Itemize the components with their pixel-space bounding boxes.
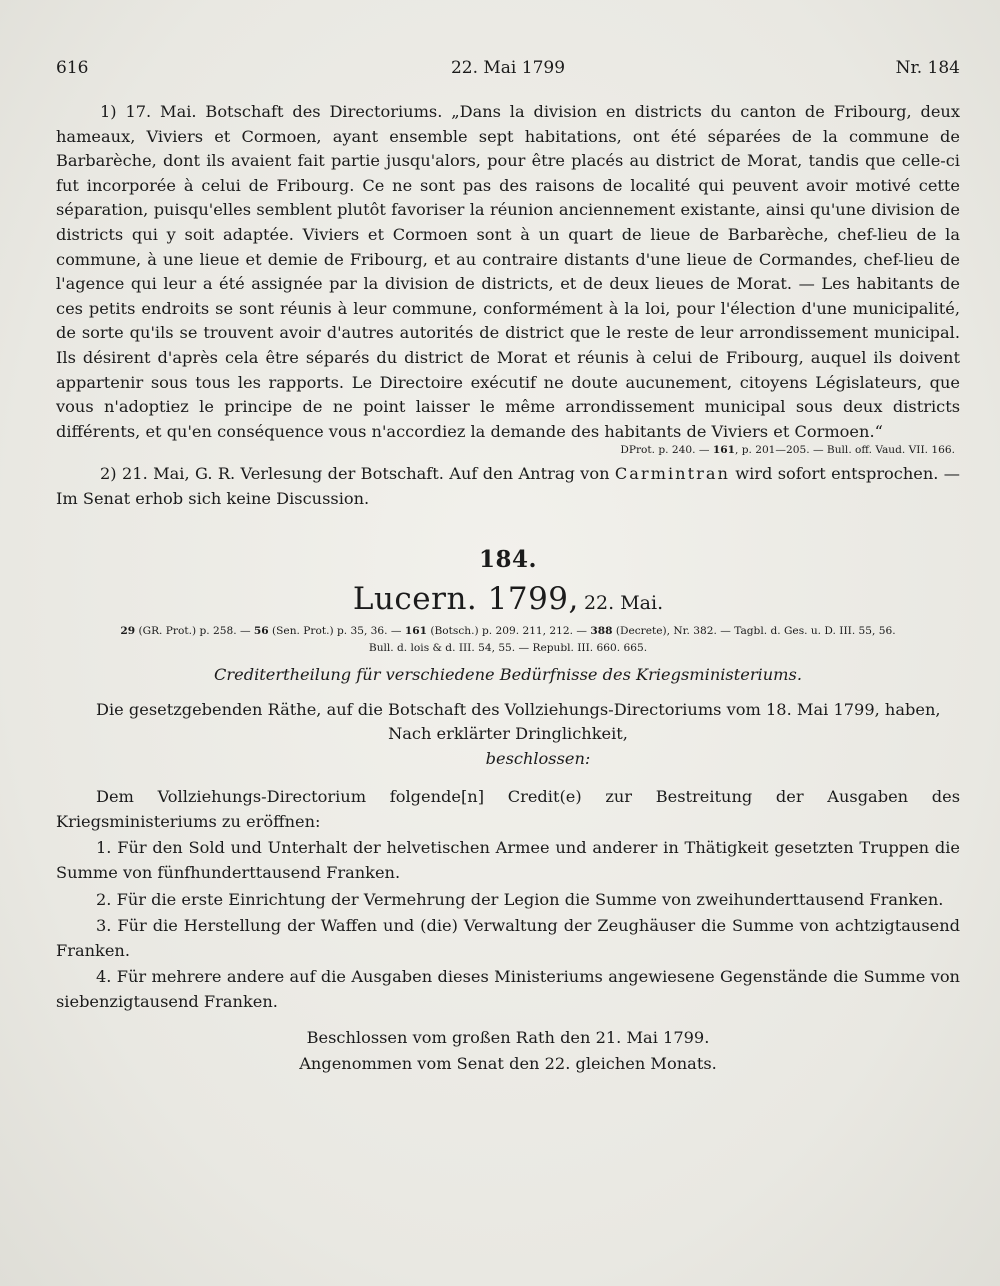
header-date: 22. Mai 1799	[450, 58, 566, 78]
decree-item: 3. Für die Herstellung der Waffen und (die) Verwaltung der Zeughäuser die Summe von achtzigtausend Franken.	[56, 916, 960, 960]
ref-b: 161	[712, 444, 735, 457]
decree-closing	[56, 1025, 960, 1077]
ref-part: (Sen. Prot.) p. 35, 36. —	[268, 624, 405, 637]
entry-subject: Creditertheilung für verschiedene Bedürfnisse des Kriegsministeriums.	[214, 664, 802, 684]
ref-part: (Botsch.) p. 209. 211, 212. —	[427, 624, 591, 637]
record-number: Nr. 184	[895, 58, 960, 78]
ref-part: (GR. Prot.) p. 258. —	[135, 624, 254, 637]
person-name: Carmintran	[614, 464, 730, 484]
ref-c: , p. 201—205. — Bull. off. Vaud. VII. 166.	[734, 444, 955, 457]
spacer	[56, 771, 960, 785]
entry-heading	[56, 581, 960, 617]
closing-line-1: Beschlossen vom großen Rath den 21. Mai 1799.	[306, 1027, 710, 1047]
decree-item: 4. Für mehrere andere auf die Ausgaben dieses Ministeriums angewiesene Gegenstände die Summe von siebenzigtausend Franken.	[56, 967, 960, 1012]
footnote-1-text	[56, 100, 960, 444]
entry-place: Lucern. 1799,	[352, 580, 579, 617]
footnote-1-label: 1) 17. Mai. Botschaft des Directoriums.	[100, 102, 443, 121]
closing-line-2: Angenommen vom Senat den 22. gleichen Monats.	[299, 1053, 717, 1073]
entry-references	[56, 623, 960, 657]
ref-a: DProt. p. 240. —	[620, 444, 710, 457]
decree-resolved: beschlossen:	[485, 748, 591, 768]
footnote-2-part-a: 2) 21. Mai, G. R. Verlesung der Botschaft. Auf den Antrag von	[100, 464, 610, 484]
entry-references-line-2: Bull. d. lois & d. III. 54, 55. — Republ. III. 660. 665.	[368, 641, 648, 654]
ref-part: 388	[590, 624, 613, 637]
ref-part: 161	[404, 624, 427, 637]
footnote-1	[56, 100, 960, 444]
decree-item: 2. Für die erste Einrichtung der Vermehrung der Legion die Summe von zweihunderttausend Franken.	[96, 889, 944, 909]
page-number: 616	[56, 58, 89, 78]
footnote-1-reference	[56, 444, 960, 456]
page-content	[56, 100, 960, 1077]
footnote-2	[56, 462, 960, 511]
entry-date: 22. Mai.	[583, 591, 664, 614]
entry-number: 184.	[478, 545, 538, 573]
decree-urgency: Nach erklärter Dringlichkeit,	[388, 724, 628, 744]
footnote-1-body: „Dans la division en districts du canton de Fribourg, deux hameaux, Viviers et Cormoen, ayant ensemble sept habitations, ont été séparées de la commune de Barbarèche, dont ils avaient fait partie jusqu'alors, pour être placés au district de Morat, tandis que celle-ci fut incorporée à celui de Fribourg. Ce ne sont pas des raisons de localité qui peuvent avoir motivé cette séparation, puisqu'elles semblent plutôt favoriser la réunion anciennement existante, ainsi qu'une division de districts qui y soit adaptée. Viviers et Cormoen sont à un quart de lieue de Barbarèche, chef-lieu de la commune, à une lieue et demie de Fribourg, et au contraire distants d'une lieue de Cormandes, chef-lieu de l'agence qui leur a été assignée par la division de districts, et de deux lieues de Morat. — Les habitants de ces petits endroits se sont réunis à leur commune, conformément à la loi, pour l'élection d'une municipalité, de sorte qu'ils se trouvent avoir d'autres autorités de district que le reste de leur arrondissement municipal. Ils désirent d'après cela être séparés du district de Morat et réunis à celui de Fribourg, auquel ils doivent appartenir sous tous les rapports. Le Directoire exécutif ne doute aucunement, citoyens Législateurs, que vous n'adoptiez le principe de ne point laisser le même arrondissement municipal sous deux districts différents, et qu'en conséquence vous n'accordiez la demande des habitants de Viviers et Cormoen.“	[56, 102, 960, 441]
decree-item: 1. Für den Sold und Unterhalt der helvetischen Armee und anderer in Thätigkeit gesetzten Truppen die Summe von fünfhunderttausend Franken.	[56, 838, 960, 883]
footnote-2-text	[56, 462, 960, 511]
entry-references-line-1	[56, 623, 960, 640]
ref-part: (Decrete), Nr. 382. — Tagbl. d. Ges. u. D. III. 55, 56.	[612, 624, 896, 637]
decree-intro: Dem Vollziehungs-Directorium folgende[n] Credit(e) zur Bestreitung der Ausgaben des Kriegsministeriums zu eröffnen:	[56, 787, 960, 831]
spacer	[56, 684, 960, 698]
decree-preamble: Die gesetzgebenden Räthe, auf die Botschaft des Vollziehungs-Directoriums vom 18. Mai 1799, haben,	[96, 699, 941, 719]
ref-part: 29	[120, 624, 136, 637]
page-header	[56, 58, 960, 86]
ref-part: 56	[253, 624, 269, 637]
decree-body	[56, 684, 960, 1015]
footnote-2-part-b: wird sofort entsprochen. — Im Senat erhob sich keine Discussion.	[56, 464, 960, 508]
